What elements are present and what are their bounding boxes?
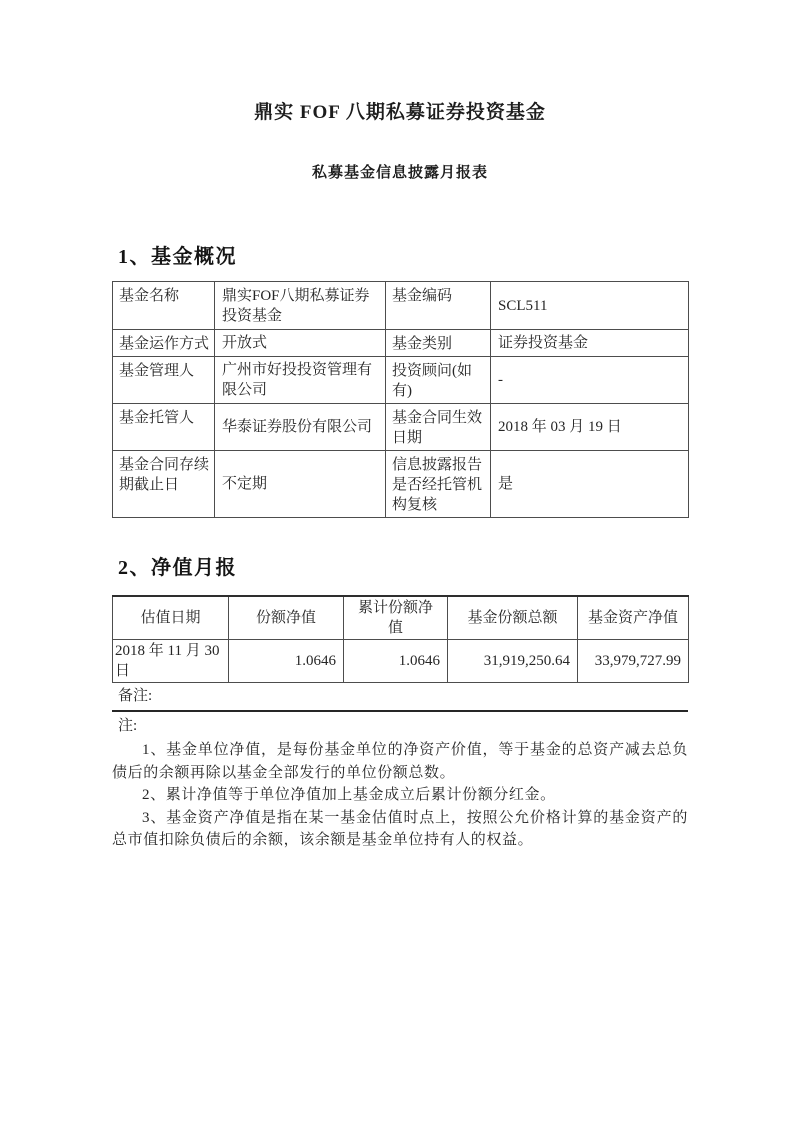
fund-name-label: 基金名称	[113, 282, 215, 330]
total-shares-header: 基金份额总额	[448, 596, 578, 640]
custodian-review-label: 信息披露报告是否经托管机构复核	[386, 451, 491, 518]
contract-effective-date-label: 基金合同生效日期	[386, 404, 491, 451]
fund-name-value: 鼎实FOF八期私募证券投资基金	[215, 282, 386, 330]
document-title: 鼎实 FOF 八期私募证券投资基金	[254, 102, 546, 123]
contract-effective-date-value: 2018 年 03 月 19 日	[491, 404, 689, 451]
unit-nav-value: 1.0646	[229, 640, 344, 683]
table-row	[113, 451, 689, 518]
net-assets-header: 基金资产净值	[578, 596, 689, 640]
cumulative-nav-header: 累计份额净值	[344, 596, 448, 640]
note-item-2: 2、累计净值等于单位净值加上基金成立后累计份额分红金。	[142, 787, 556, 803]
contract-expiry-value: 不定期	[215, 451, 386, 518]
table-header-row	[113, 596, 689, 640]
table-row	[113, 282, 689, 330]
investment-advisor-value: -	[491, 357, 689, 404]
table-row	[113, 330, 689, 357]
document-subtitle: 私募基金信息披露月报表	[311, 165, 488, 181]
fund-custodian-label: 基金托管人	[113, 404, 215, 451]
fund-manager-label: 基金管理人	[113, 357, 215, 404]
section-heading-nav-report: 2、净值月报	[118, 557, 237, 579]
notes-section	[112, 716, 688, 852]
fund-manager-value: 广州市好投投资管理有限公司	[215, 357, 386, 404]
valuation-date-header: 估值日期	[113, 596, 229, 640]
fund-type-value: 证券投资基金	[491, 330, 689, 357]
section-heading-fund-overview: 1、基金概况	[118, 246, 237, 268]
custodian-review-value: 是	[491, 451, 689, 518]
operation-mode-label: 基金运作方式	[113, 330, 215, 357]
table-row	[113, 640, 689, 683]
valuation-date-value: 2018 年 11 月 30 日	[113, 640, 229, 683]
remark-label: 备注:	[112, 683, 688, 712]
fund-overview-table	[112, 281, 689, 518]
fund-code-label: 基金编码	[386, 282, 491, 330]
fund-code-value: SCL511	[491, 282, 689, 330]
fund-type-label: 基金类别	[386, 330, 491, 357]
notes-label: 注:	[118, 718, 138, 734]
note-item-1: 1、基金单位净值，是每份基金单位的净资产价值，等于基金的总资产减去总负债后的余额再除以基金全部发行的单位份额总数。	[112, 742, 688, 781]
fund-custodian-value: 华泰证券股份有限公司	[215, 404, 386, 451]
table-row	[113, 404, 689, 451]
nav-report-table	[112, 595, 689, 683]
table-row	[113, 357, 689, 404]
net-assets-value: 33,979,727.99	[578, 640, 689, 683]
operation-mode-value: 开放式	[215, 330, 386, 357]
total-shares-value: 31,919,250.64	[448, 640, 578, 683]
unit-nav-header: 份额净值	[229, 596, 344, 640]
note-item-3: 3、基金资产净值是指在某一基金估值时点上，按照公允价格计算的基金资产的总市值扣除负债后的余额，该余额是基金单位持有人的权益。	[112, 809, 688, 848]
investment-advisor-label: 投资顾问(如有)	[386, 357, 491, 404]
cumulative-nav-value: 1.0646	[344, 640, 448, 683]
page-content	[112, 0, 688, 852]
contract-expiry-label: 基金合同存续期截止日	[113, 451, 215, 518]
